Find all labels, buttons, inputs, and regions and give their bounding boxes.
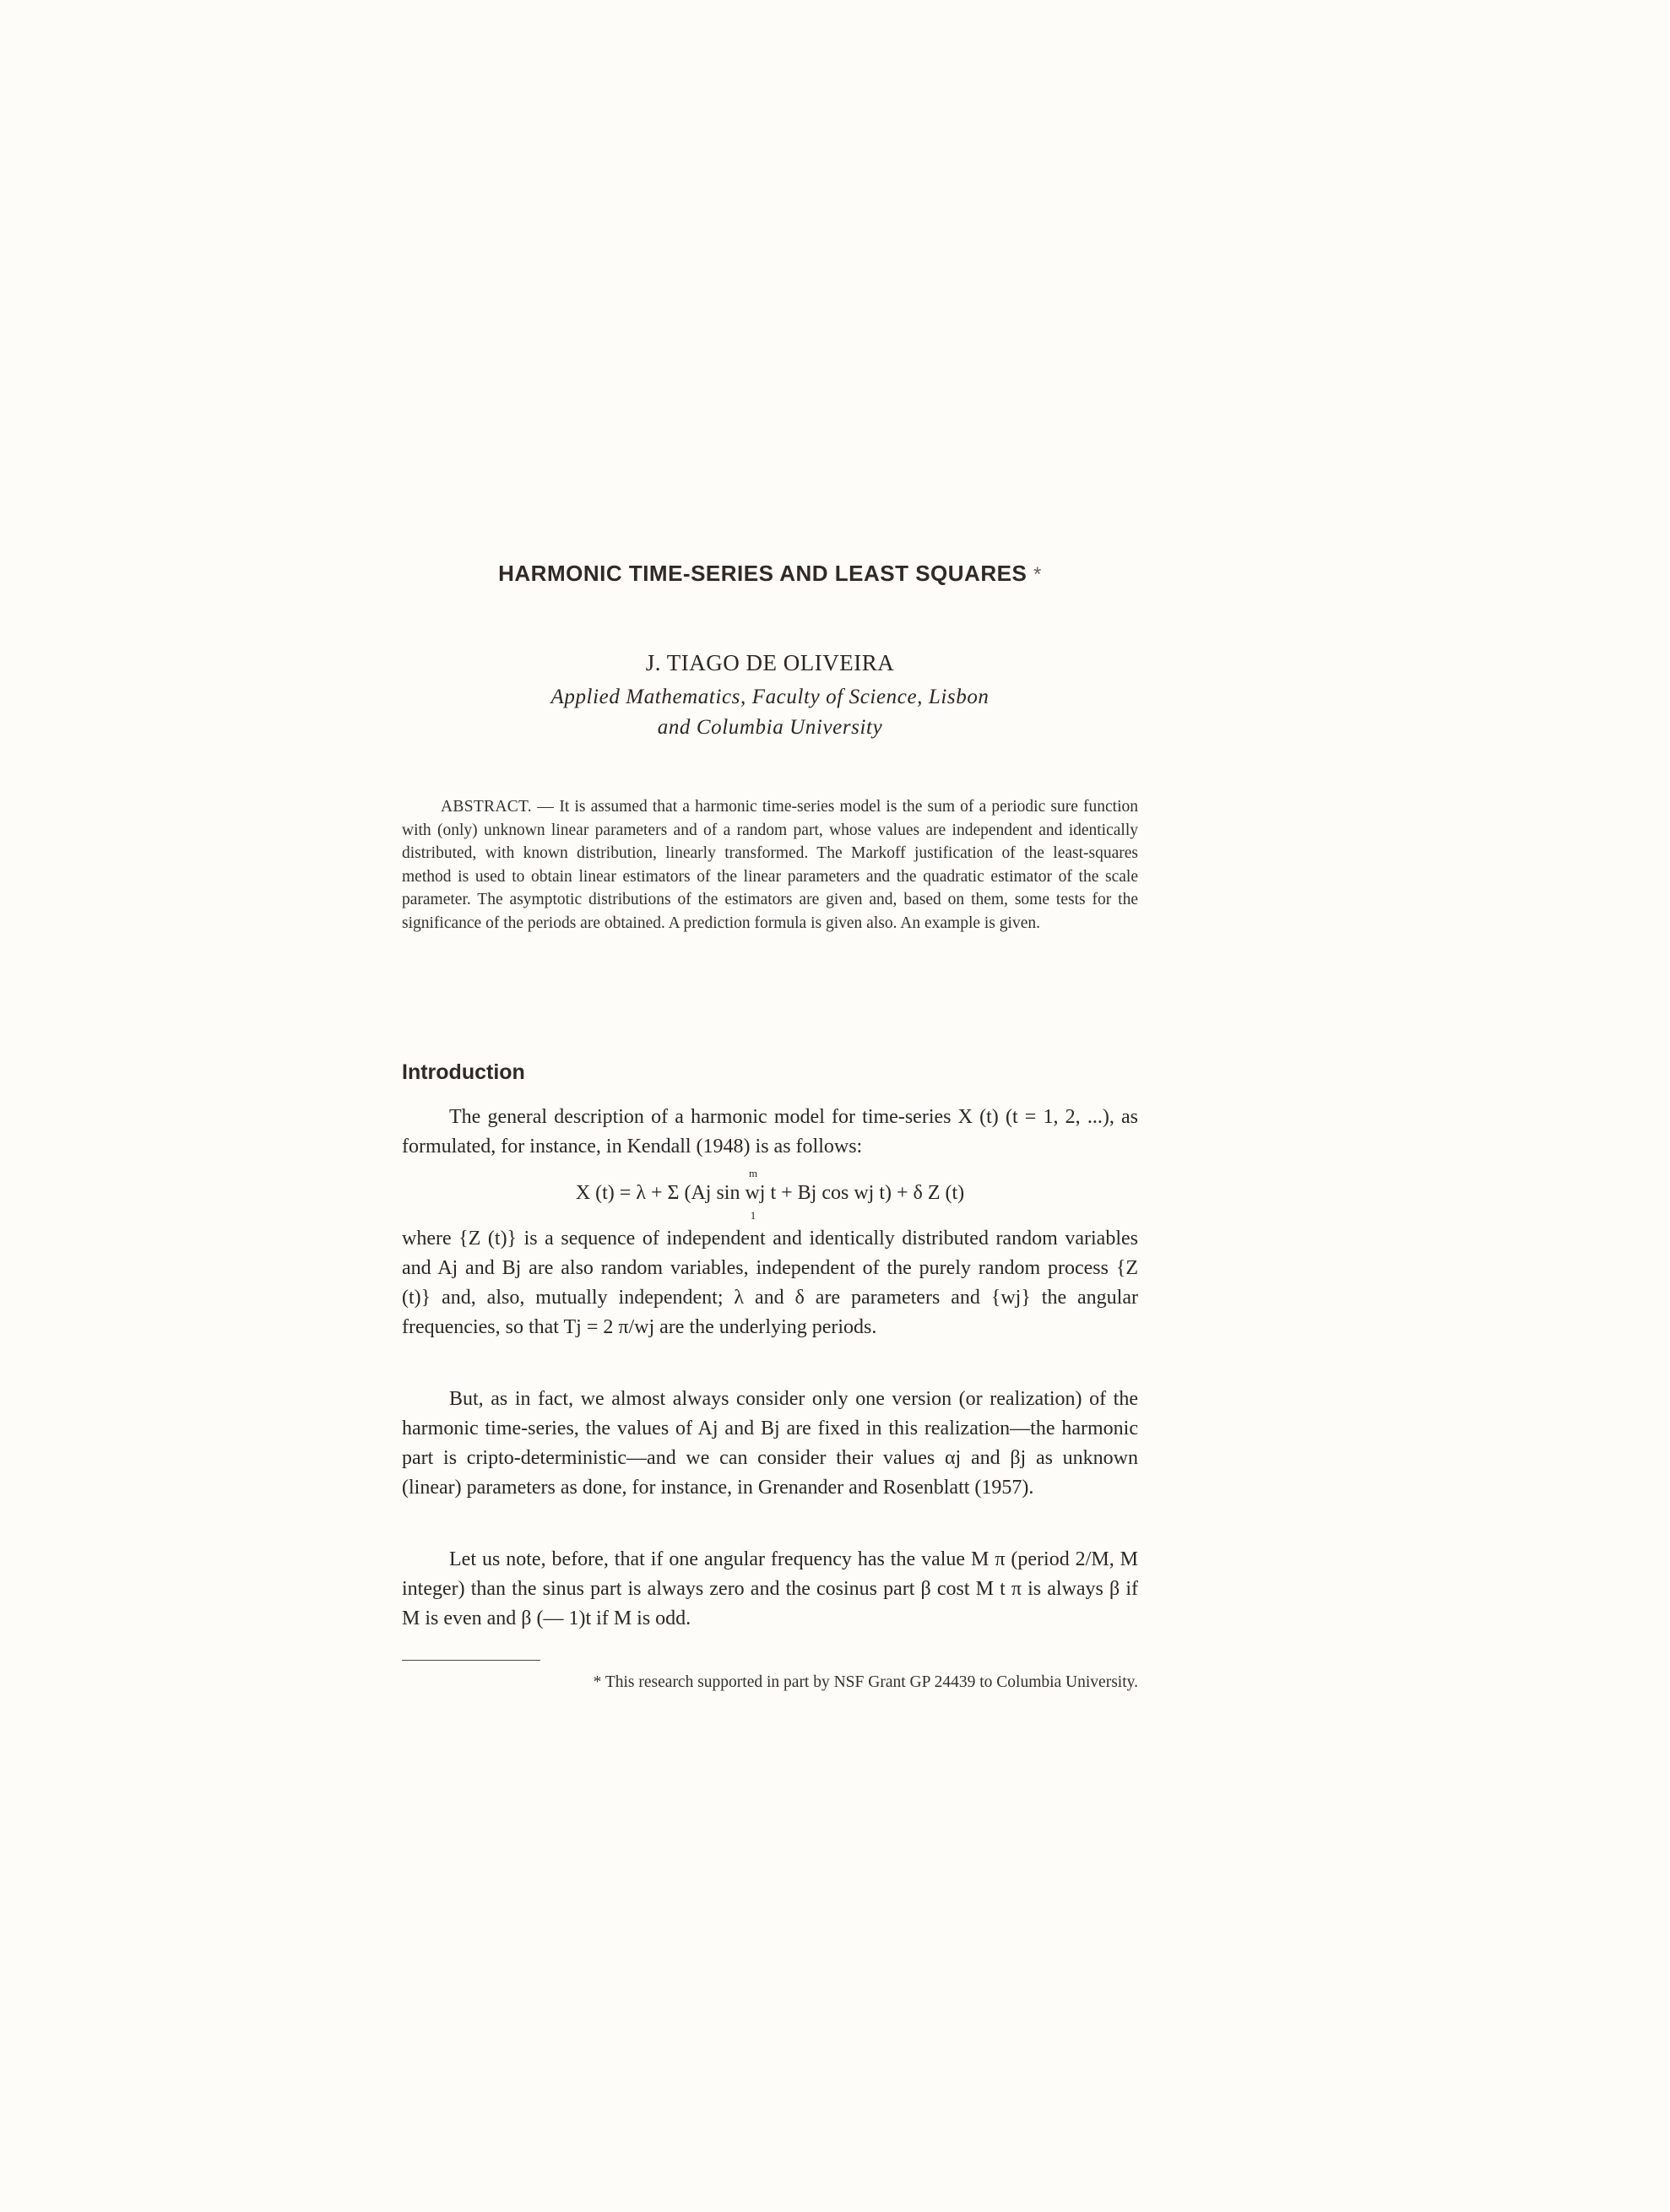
author-affiliation <box>402 682 1138 743</box>
paragraph-3: But, as in fact, we almost always consider only one version (or realization) of the harmonic time-series, the values of Aj and Bj are fixed in this realization—the harmonic part is cripto-deterministic—and we can consider their values αj and βj as unknown (linear) parameters as done, for instance, in Grenander and Rosenblatt (1957). <box>402 1388 1138 1499</box>
footnote: * This research supported in part by NSF Grant GP 24439 to Columbia University. <box>593 1673 1138 1691</box>
author-name: J. TIAGO DE OLIVEIRA <box>645 650 895 675</box>
paragraph-4: Let us note, before, that if one angular frequency has the value M π (period 2/M, M integer) than the sinus part is always zero and the cosinus part β cost M t π is always β if M is even and β (— 1)t if M is odd. <box>402 1548 1138 1629</box>
abstract-text: It is assumed that a harmonic time-series model is the sum of a periodic sure function with (only) unknown linear parameters and of a random part, whose values are independent and identically distributed, with known distribution, linearly transformed. The Markoff justification of the least-squares method is used to obtain linear estimators of the linear parameters and the quadratic estimator of the scale parameter. The asymptotic distributions of the estimators are given and, based on them, some tests for the significance of the periods are obtained. A prediction formula is given also. An example is given. <box>402 798 1139 932</box>
abstract-label: ABSTRACT. — <box>441 798 555 816</box>
summation-upper-limit: m <box>748 1167 758 1179</box>
paper-title: HARMONIC TIME-SERIES AND LEAST SQUARES * <box>498 561 1042 586</box>
equation-body: X (t) = λ + Σ (Aj sin wj t + Bj cos wj t) + δ Z (t) <box>575 1182 965 1204</box>
paragraph-2: where {Z (t)} is a sequence of independent and identically distributed random variables and Aj and Bj are also random variables, independent of the purely random process {Z (t)} and, also, mutually independent; λ and δ are parameters and {wj} the angular frequencies, so that Tj = 2 π/wj are the underlying periods. <box>402 1228 1138 1338</box>
equation <box>402 1165 1138 1224</box>
affiliation-line-2: and Columbia University <box>657 716 883 739</box>
abstract <box>402 795 1138 935</box>
summation-lower-limit: 1 <box>750 1209 756 1222</box>
paragraph-1: The general description of a harmonic model for time-series X (t) (t = 1, 2, ...), as formulated, for instance, in Kendall (1948) is as follows: <box>402 1106 1138 1158</box>
footnote-separator <box>402 1660 540 1661</box>
affiliation-line-1: Applied Mathematics, Faculty of Science, Lisbon <box>550 686 990 708</box>
title-footnote-mark: * <box>1033 563 1042 586</box>
section-heading: Introduction <box>402 1060 525 1084</box>
